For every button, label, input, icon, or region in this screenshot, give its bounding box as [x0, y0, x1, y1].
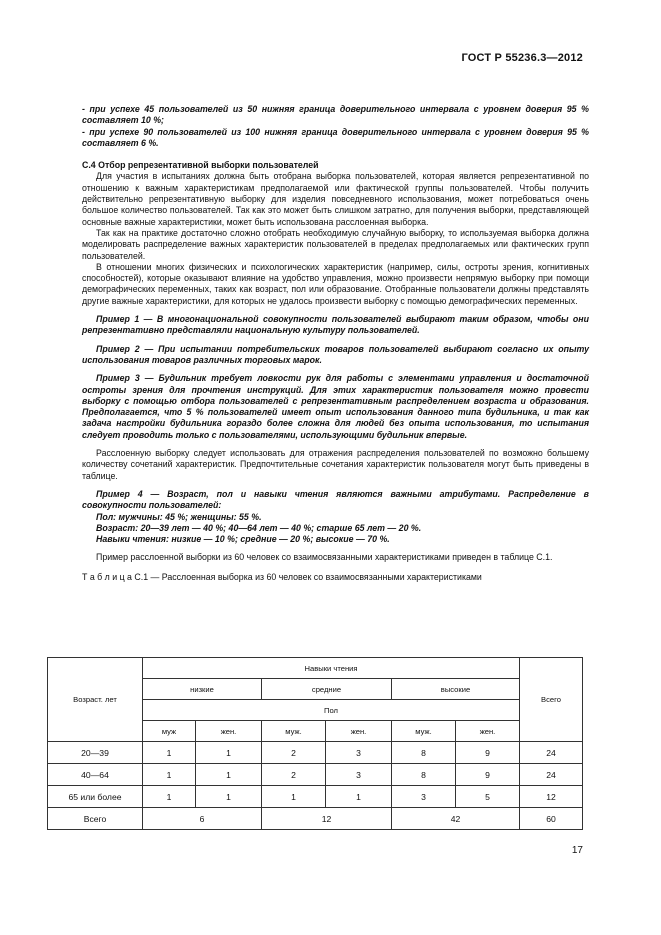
- totals-label: Всего: [48, 808, 143, 830]
- paragraph: Расслоенную выборку следует использовать для отражения распределения пользователей по возможно большему количеству сочетаний характеристик. Предпочтительные сочетания характеристик пользователя могут быть приведены в таблице.: [82, 448, 589, 481]
- paragraph: В отношении многих физических и психологических характеристик (например, силы, остроты зрения, когнитивных способностей), которые оказывают влияние на удобство управления, можно произвести непрямую выборку при помощи демографических переменных, таких как возраст, пол или образование. Отобранные пользователи должны представлять другие важные характеристики, для которых не удалось произвести выборку с помощью демографических переменных.: [82, 261, 589, 306]
- table-cell: 3: [326, 742, 392, 764]
- example-4-line: Возраст: 20—39 лет — 40 %; 40—64 лет — 40 %; старше 65 лет — 20 %.: [96, 522, 422, 533]
- table-cell: 8: [392, 742, 456, 764]
- total-high: 42: [392, 808, 520, 830]
- table-caption-text: С.1 — Расслоенная выборка из 60 человек со взаимосвязанными характеристиками: [134, 571, 482, 582]
- table-cell: 5: [456, 786, 520, 808]
- table-cell: 8: [392, 764, 456, 786]
- table-cell: 2: [262, 764, 326, 786]
- example-3: Пример 3 — Будильник требует ловкости рук для работы с элементами управления и достаточной остроты зрения для прочтения инструкций. Для этих характеристик пользователя можно провести выборку с помощью отбора пользователей с репрезентативным распределением возраста и образования. Предполагается, что 5 % пользователей имеет опыт использования данного типа будильника, и так как задача настройки будильника гораздо более сложна для людей без опыта использования, то испытания следует проводить только с пользователями, использующими будильник впервые.: [82, 373, 589, 440]
- table-caption-label: Т а б л и ц а: [82, 571, 132, 582]
- row-total-cell: 24: [520, 742, 583, 764]
- total-low: 6: [143, 808, 262, 830]
- level-header-low: низкие: [143, 679, 262, 700]
- table-cell: 1: [326, 786, 392, 808]
- table-cell: 3: [326, 764, 392, 786]
- table-cell: 9: [456, 764, 520, 786]
- table-cell: 2: [262, 742, 326, 764]
- table-cell: 1: [196, 742, 262, 764]
- list-item: - при успехе 45 пользователей из 50 нижняя граница доверительного интервала с уровнем доверия 95 % составляет 10 %;: [82, 104, 589, 126]
- row-total-cell: 12: [520, 786, 583, 808]
- section-heading: С.4 Отбор репрезентативной выборки пользователей: [82, 160, 319, 171]
- age-cell: 65 или более: [48, 786, 143, 808]
- sex-cell: муж.: [262, 721, 326, 742]
- page-number: 17: [571, 845, 583, 856]
- table-row: [48, 742, 583, 764]
- level-header-high: высокие: [392, 679, 520, 700]
- sex-cell: жен.: [326, 721, 392, 742]
- page-body: [82, 104, 589, 583]
- example-2: Пример 2 — При испытании потребительских товаров пользователей выбирают согласно их опыту использования товаров различных торговых марок.: [82, 343, 589, 365]
- example-4-line: Навыки чтения: низкие — 10 %; средние — 20 %; высокие — 70 %.: [96, 534, 390, 545]
- table-cell: 1: [196, 786, 262, 808]
- table-cell: 1: [143, 786, 196, 808]
- age-column-header: Возраст. лет: [48, 658, 143, 742]
- total-mid: 12: [262, 808, 392, 830]
- example-4: Пример 4 — Возраст, пол и навыки чтения являются важными атрибутами. Распределение в совокупности пользователей:: [82, 488, 589, 511]
- level-header-mid: средние: [262, 679, 392, 700]
- table-cell: 9: [456, 742, 520, 764]
- reading-skills-header: Навыки чтения: [143, 658, 520, 679]
- paragraph: Пример расслоенной выборки из 60 человек со взаимосвязанными характеристиками приведен в таблице С.1.: [96, 552, 553, 563]
- table-row: [48, 786, 583, 808]
- row-total-cell: 24: [520, 764, 583, 786]
- example-1: Пример 1 — В многонациональной совокупности пользователей выбирают таким образом, чтобы они репрезентативно представляли национальную культуру пользователей.: [82, 314, 589, 336]
- age-cell: 20—39: [48, 742, 143, 764]
- example-4-line: Пол: мужчины: 45 %; женщины: 55 %.: [96, 511, 262, 522]
- stratified-sample-table: [47, 657, 583, 830]
- total-column-header: Всего: [520, 658, 583, 742]
- age-cell: 40—64: [48, 764, 143, 786]
- list-item: - при успехе 90 пользователей из 100 нижняя граница доверительного интервала с уровнем доверия 95 % составляет 6 %.: [82, 126, 589, 148]
- sex-header: Пол: [143, 700, 520, 721]
- grand-total: 60: [520, 808, 583, 830]
- sex-cell: муж: [143, 721, 196, 742]
- table-row: [48, 764, 583, 786]
- table-caption: [82, 572, 589, 583]
- sex-cell: муж.: [392, 721, 456, 742]
- table-cell: 1: [143, 764, 196, 786]
- table-cell: 3: [392, 786, 456, 808]
- paragraph: Для участия в испытаниях должна быть отобрана выборка пользователей, которая является репрезентативной по отношению к важным характеристикам предполагаемой или фактической группы пользователей. Чтобы получить действительно репрезентативную выборку для изделия повседневного использования, может потребоваться очень большое количество пользователей. Так как это может быть слишком затратно, для получения выборки, представляющей основные важные характеристики, может быть использована расслоенная выборка.: [82, 171, 589, 227]
- table-cell: 1: [196, 764, 262, 786]
- sex-cell: жен.: [456, 721, 520, 742]
- paragraph: Так как на практике достаточно сложно отобрать необходимую случайную выборку, то используемая выборка должна моделировать распределение важных характеристик пользователей в пределах предполагаемых или фактических групп пользователей.: [82, 227, 589, 261]
- sex-cell: жен.: [196, 721, 262, 742]
- table-cell: 1: [143, 742, 196, 764]
- document-header: ГОСТ Р 55236.3—2012: [461, 52, 583, 64]
- table-cell: 1: [262, 786, 326, 808]
- totals-row: [48, 808, 583, 830]
